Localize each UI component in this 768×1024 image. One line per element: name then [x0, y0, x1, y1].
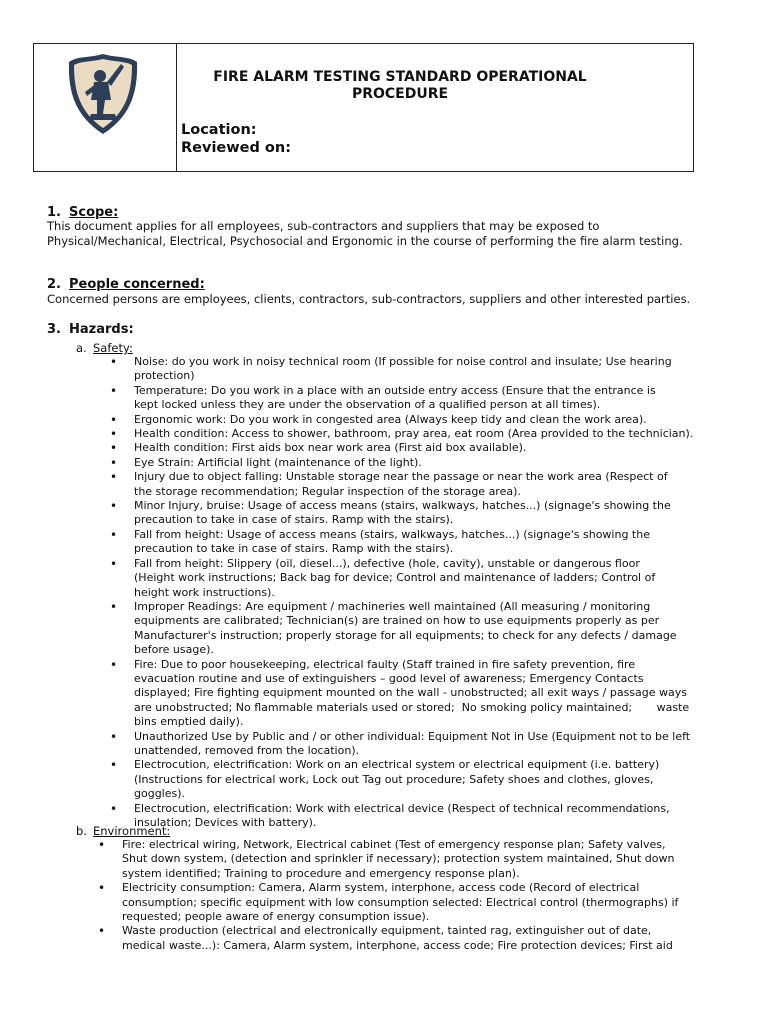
scope-heading: 1. Scope: [47, 205, 119, 220]
list-item: • Fire: electrical wiring, Network, Electrical cabinet (Test of emergency response plan; Safety valves, Shut down system, (detection and sprinkler if necessary); protection system maintained, Shut down system identified; Training to procedure and emergency response plan). [122, 838, 720, 881]
header-meta [181, 121, 291, 157]
safety-list [134, 355, 728, 830]
list-item: • Health condition: First aids box near work area (First aid box available). [134, 441, 728, 455]
location-label: Location: [181, 122, 257, 138]
people-heading: 2. People concerned: [47, 277, 205, 292]
scope-text: This document applies for all employees, sub-contractors and suppliers that may be exposed to Physical/Mechanical, Electrical, Psychosocial and Ergonomic in the course of performing the fire alarm testing. [47, 219, 683, 248]
list-item: • Electricity consumption: Camera, Alarm system, interphone, access code (Record of electrical consumption; specific equipment with low consumption selected: Electrical control (thermographs) if requested; people aware of energy consumption issue). [122, 881, 720, 924]
document-header [33, 43, 694, 172]
hazards-heading: 3. Hazards: [47, 322, 134, 337]
list-item: • Electrocution, electrification: Work with electrical device (Respect of technical recommendations, insulation; Devices with battery). [134, 802, 728, 831]
list-item: • Fall from height: Slippery (oil, diesel...), defective (hole, cavity), unstable or dangerous floor (Height work instructions; Back bag for device; Control and maintenance of ladders; Control of height work instructions). [134, 557, 728, 600]
list-item: • Temperature: Do you work in a place with an outside entry access (Ensure that the entrance is kept locked unless they are under the observation of a qualified person at all times). [134, 384, 728, 413]
list-item: • Unauthorized Use by Public and / or other individual: Equipment Not in Use (Equipment not to be left unattended, removed from the location). [134, 730, 728, 759]
document-title: FIRE ALARM TESTING STANDARD OPERATIONAL PROCEDURE [213, 69, 587, 102]
list-item: • Minor Injury, bruise: Usage of access means (stairs, walkways, hatches...) (signage's showing the precaution to take in case of stairs. Ramp with the stairs). [134, 499, 728, 528]
list-item: • Noise: do you work in noisy technical room (If possible for noise control and insulate; Use hearing protection) [134, 355, 728, 384]
people-text: Concerned persons are employees, clients, contractors, sub-contractors, suppliers and other interested parties. [47, 292, 691, 306]
list-item: • Improper Readings: Are equipment / machineries well maintained (All measuring / monitoring equipments are calibrated; Technician(s) are trained on how to use equipments properly as per Manufacturer's instruction; properly storage for all equipments; to check for any defects / damage before usage). [134, 600, 728, 658]
list-item: • Fall from height: Usage of access means (stairs, walkways, hatches...) (signage's showing the precaution to take in case of stairs. Ramp with the stairs). [134, 528, 728, 557]
shield-warrior-icon [67, 52, 139, 136]
list-item: • Ergonomic work: Do you work in congested area (Always keep tidy and clean the work area). [134, 413, 728, 427]
list-item: • Waste production (electrical and electronically equipment, tainted rag, extinguisher out of date, medical waste...): Camera, Alarm system, interphone, access code; Fire protection devices; First aid [122, 924, 720, 953]
list-item: • Fire: Due to poor housekeeping, electrical faulty (Staff trained in fire safety prevention, fire evacuation routine and use of extinguishers – good level of awareness; Emergency Contacts displayed; Fire fighting equipment mounted on the wall - unobstructed; all exit ways / passage ways are unobstructed; No flammable materials used or stored; No smoking policy maintained; waste bins emptied daily). [134, 658, 728, 730]
environment-subheading: b. Environment: [76, 824, 171, 838]
list-item: • Electrocution, electrification: Work on an electrical system or electrical equipment (i.e. battery) (Instructions for electrical work, Lock out Tag out procedure; Safety shoes and clothes, gloves, goggles). [134, 758, 728, 801]
logo-cell [34, 44, 177, 171]
list-item: • Eye Strain: Artificial light (maintenance of the light). [134, 456, 728, 470]
list-item: • Injury due to object falling: Unstable storage near the passage or near the work area (Respect of the storage recommendation; Regular inspection of the storage area). [134, 470, 728, 499]
reviewed-label: Reviewed on: [181, 140, 291, 156]
list-item: • Health condition: Access to shower, bathroom, pray area, eat room (Area provided to the technician). [134, 427, 728, 441]
safety-subheading: a. Safety: [76, 341, 133, 355]
environment-list [122, 838, 720, 953]
